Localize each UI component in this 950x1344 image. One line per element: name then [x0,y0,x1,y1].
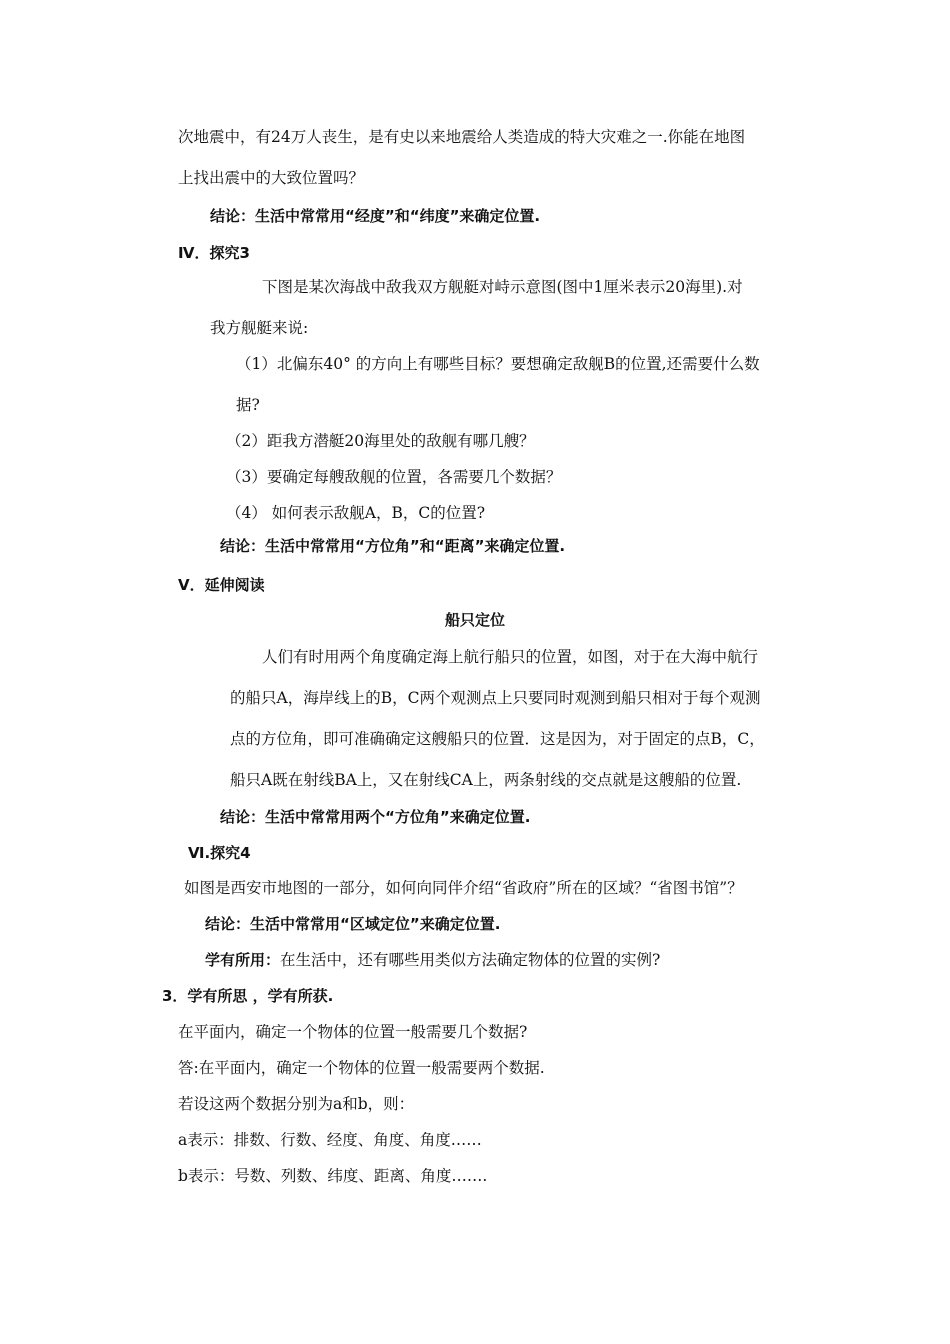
summary-line-3: 若设这两个数据分别为a和b，则： [178,1095,415,1113]
summary-line-4: a表示：排数、行数、经度、角度、角度…… [178,1131,482,1149]
section-4-para-line-2: 我方舰艇来说: [210,319,309,337]
section-5-heading: Ⅴ．延伸阅读 [178,576,265,594]
summary-line-2: 答:在平面内，确定一个物体的位置一般需要两个数据. [178,1059,545,1077]
intro-line-1: 次地震中，有24万人丧生，是有史以来地震给人类造成的特大灾难之一.你能在地图 [178,128,746,146]
reading-line-4: 船只A既在射线BA上，又在射线CA上，两条射线的交点就是这艘船的位置. [230,771,742,789]
conclusion-bearing-distance: 结论：生活中常常用“方位角”和“距离”来确定位置. [220,537,566,555]
question-3: （3）要确定每艘敌舰的位置，各需要几个数据？ [226,468,562,486]
question-2: （2）距我方潜艇20海里处的敌舰有哪几艘？ [226,432,535,450]
summary-line-1: 在平面内，确定一个物体的位置一般需要几个数据? [178,1023,528,1041]
section-6-para: 如图是西安市地图的一部分，如何向同伴介绍“省政府”所在的区域？“省图书馆”？ [184,879,743,897]
intro-line-2: 上找出震中的大致位置吗？ [178,169,365,187]
summary-line-5: b表示：号数、列数、纬度、距离、角度……. [178,1167,488,1185]
section-3-heading: 3．学有所思 ，学有所获. [162,987,334,1005]
section-4-para-line-1: 下图是某次海战中敌我双方舰艇对峙示意图(图中1厘米表示20海里).对 [262,278,743,296]
reading-line-2: 的船只A，海岸线上的B，C两个观测点上只要同时观测到船只相对于每个观测 [230,689,761,707]
conclusion-latitude-longitude: 结论：生活中常常用“经度”和“纬度”来确定位置. [210,207,541,225]
question-4: （4） 如何表示敌舰A，B，C的位置? [226,504,486,522]
reading-title: 船只定位 [444,611,505,629]
section-4-heading: Ⅳ．探究3 [178,244,250,262]
question-1-line-1: （1）北偏东40° 的方向上有哪些目标？要想确定敌舰B的位置,还需要什么数 [236,355,760,373]
conclusion-two-bearings: 结论：生活中常常用两个“方位角”来确定位置. [220,808,531,826]
apply-text: 在生活中，还有哪些用类似方法确定物体的位置的实例? [280,951,661,969]
question-1-line-2: 据? [236,396,260,414]
section-6-heading: Ⅵ.探究4 [188,844,251,862]
conclusion-region: 结论：生活中常常用“区域定位”来确定位置. [205,915,501,933]
reading-line-3: 点的方位角，即可准确确定这艘船只的位置．这是因为，对于固定的点B，C， [230,730,765,748]
reading-line-1: 人们有时用两个角度确定海上航行船只的位置，如图，对于在大海中航行 [262,648,759,666]
apply-label: 学有所用： [205,951,281,969]
apply-line [205,950,660,970]
